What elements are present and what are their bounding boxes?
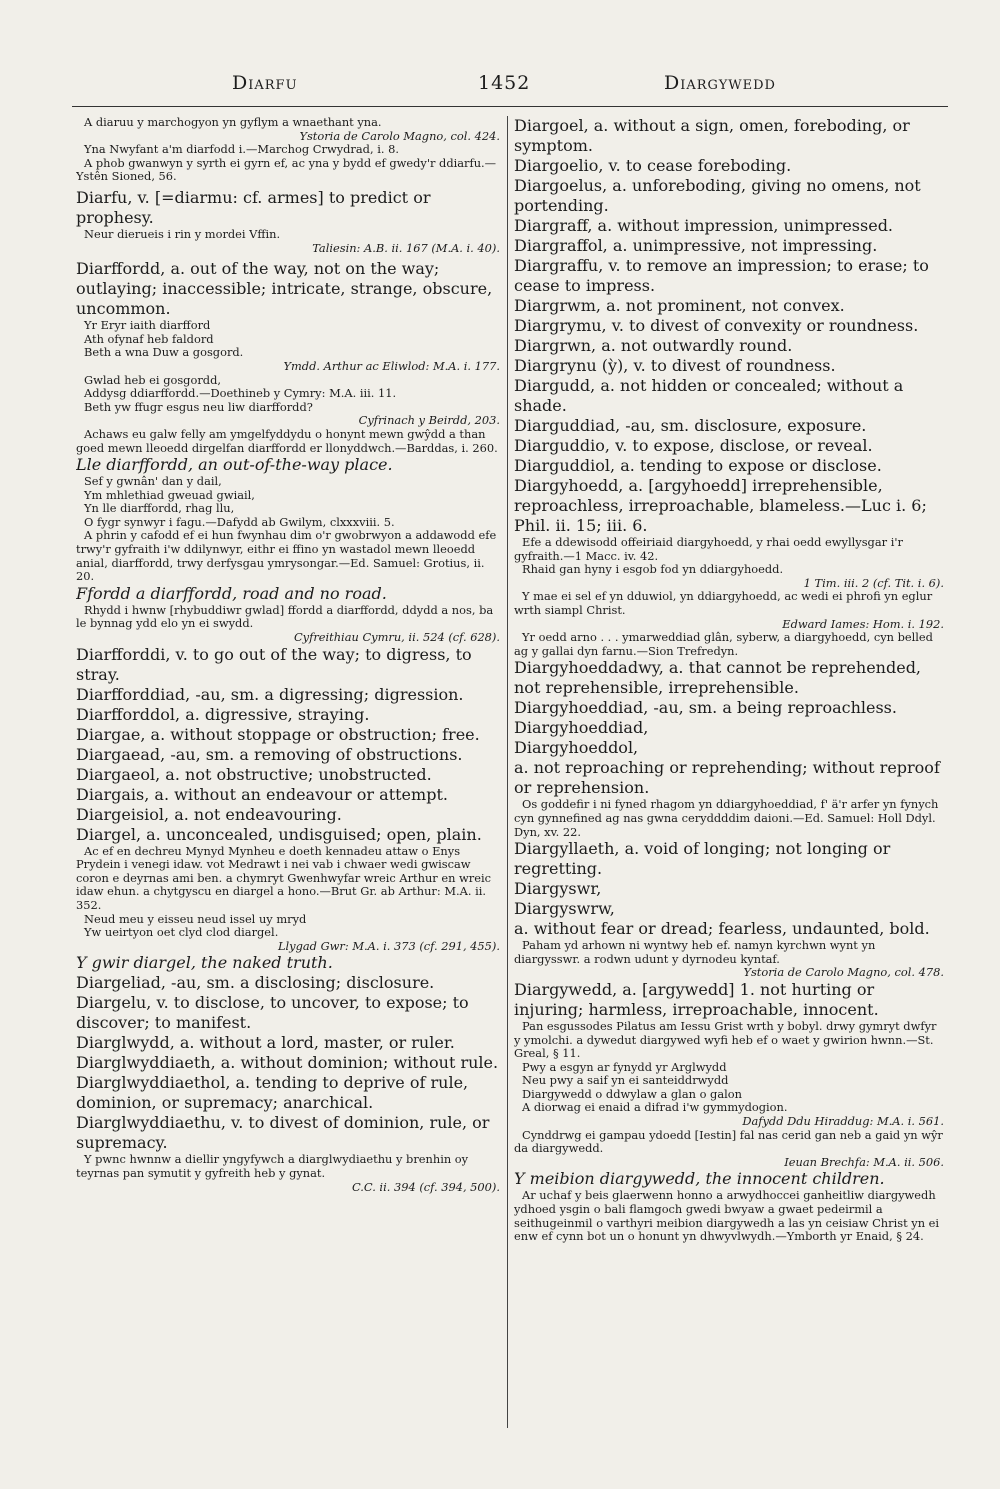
entry-diargeisiol: Diargeisiol, a. not endeavouring. xyxy=(76,804,342,824)
entry-diargrynu: Diargrynu (ỳ), v. to divest of roundness. xyxy=(514,356,836,375)
citation: Ystoria de Carolo Magno, col. 478. xyxy=(743,965,944,980)
quotation: Efe a ddewisodd offeiriaid diargyhoedd, y rhai oedd ewyllysgar i'r gyfraith.—1 Macc. iv. 42. xyxy=(514,535,903,563)
quotation: Rhaid gan hyny i esgob fod yn ddiargyhoedd. xyxy=(522,562,784,577)
entry-diarfforddi: Diarfforddi, v. to go out of the way; to digress, to stray. xyxy=(76,644,472,684)
entry-diargywedd: Diargywedd, a. [argywedd] 1. not hurting or injuring; harmless, irreproachable, innocent. xyxy=(514,979,879,1019)
entry-diargais: Diargais, a. without an endeavour or attempt. xyxy=(76,784,448,804)
phrase-y-gwir-diargel: Y gwir diargel, the naked truth. xyxy=(76,953,333,973)
quotation: Cynddrwg ei gampau ydoedd [Iestin] fal nas cerid gan neb a gaid yn wŷr da diargywedd. xyxy=(514,1127,943,1156)
entry-diarguddio: Diarguddio, v. to expose, disclose, or reveal. xyxy=(514,436,873,455)
citation: Cyfrinach y Beirdd, 203. xyxy=(358,413,500,428)
header-left-word: Diarfu xyxy=(232,72,298,94)
quotation: Ac ef en dechreu Mynyd Mynheu e doeth kennadeu attaw o Enys Prydein i venegi idaw. vot Medrawt i nei vab i chwaer wedi gwiscaw coron e deyrnas ami ben. a chymryt Gwenhwyfar wreic Arthur en wreic idaw ehun. a chytgyscu en diargel a hono.—Brut Gr. ab Arthur: M.A. ii. 352. xyxy=(76,843,492,912)
entry-diargrymu: Diargrymu, v. to divest of convexity or roundness. xyxy=(514,316,919,335)
header-right-word: Diargywedd xyxy=(664,72,776,94)
verse-line: Gwlad heb ei gosgordd, xyxy=(84,372,221,387)
quotation: Y pwnc hwnnw a diellir yngyfywch a diarglwydiaethu y brenhin oy teyrnas pan symutit y gyfreith heb y gynat. xyxy=(76,1152,469,1180)
verse-line: Yn lle diarffordd, rhag llu, xyxy=(84,501,235,516)
page-number: 1452 xyxy=(478,72,531,94)
verse-line: Neu pwy a saif yn ei santeiddrwydd xyxy=(522,1073,729,1088)
quotation: A phrin y cafodd ef ei hun fwynhau dim o'r gwobrwyon a addawodd efe trwy'r gyfraith i'w ddilynwyr, eithr ei ffino yn wastadol mewn lleoedd anial, diarffordd, trwy derfysgau ymrysongar.—Ed. Samuel: Grotius, ii. 20. xyxy=(76,528,497,584)
citation: Ieuan Brechfa: M.A. ii. 506. xyxy=(784,1154,944,1169)
entry-diargudd: Diargudd, a. not hidden or concealed; without a shade. xyxy=(514,376,904,415)
quotation: Neur dierueis i rin y mordei Vffin. xyxy=(84,226,281,241)
entry-diarguddiad: Diarguddiad, -au, sm. disclosure, exposure. xyxy=(514,416,867,435)
phrase-ffordd-a-diarffordd: Ffordd a diarffordd, road and no road. xyxy=(76,583,387,603)
quotation: Os goddefir i ni fyned rhagom yn ddiargyhoeddiad, f' ä'r arfer yn fynych cyn gynnefined ag nas gwna ceryddddim daioni.—Ed. Samuel: Holl Ddyl. Dyn, xv. 22. xyxy=(514,797,939,839)
entry-diarglwyddiaeth: Diarglwyddiaeth, a. without dominion; without rule. xyxy=(76,1053,499,1073)
entry-diargyhoeddiad: Diargyhoeddiad, -au, sm. a being reproachless. xyxy=(514,698,897,718)
phrase-y-meibion-diargywedd: Y meibion diargywedd, the innocent children. xyxy=(514,1169,885,1189)
entry-diargraff: Diargraff, a. without impression, unimpressed. xyxy=(514,216,894,235)
citation: Ymdd. Arthur ac Eliwlod: M.A. i. 177. xyxy=(283,358,500,373)
verse-line: Diargywedd o ddwylaw a glan o galon xyxy=(522,1086,742,1101)
quotation: Pan esgussodes Pilatus am Iessu Grist wrth y bobyl. drwy gymryt dwfyr y ymolchi. a dywedut diargywed wyfi heb ef o waet y gwirion hwnn.—St. Greal, § 11. xyxy=(514,1018,937,1061)
citation: 1 Tim. iii. 2 (cf. Tit. i. 6). xyxy=(803,575,944,590)
citation: Ystoria de Carolo Magno, col. 424. xyxy=(299,128,500,143)
entry-diarfforddiad: Diarfforddiad, -au, sm. a digressing; digression. xyxy=(76,684,464,704)
entry-diargyswr: Diargyswr, xyxy=(514,879,602,899)
entry-diarglwyddiaethol: Diarglwyddiaethol, a. tending to deprive of rule, dominion, or supremacy; anarchical. xyxy=(76,1073,469,1113)
entry-diarfforddol: Diarfforddol, a. digressive, straying. xyxy=(76,704,370,724)
quotation: Y mae ei sel ef yn dduwiol, yn ddiargyhoedd, ac wedi ei phrofi yn eglur wrth siampl Christ. xyxy=(514,589,933,617)
quotation: Beth yw ffugr esgus neu liw diarffordd? xyxy=(84,399,313,414)
entry-diargyswrw: Diargyswrw, xyxy=(514,899,615,919)
entry-diargelu: Diargelu, v. to disclose, to uncover, to expose; to discover; to manifest. xyxy=(76,993,469,1033)
citation: Edward Iames: Hom. i. 192. xyxy=(782,616,944,631)
entry-diarfu: Diarfu, v. [=diarmu: cf. armes] to predict or prophesy. xyxy=(76,187,431,227)
citation: Taliesin: A.B. ii. 167 (M.A. i. 40). xyxy=(312,240,500,255)
entry-diargyhoeddadwy: Diargyhoeddadwy, a. that cannot be reprehended, not reprehensible, irreprehensible. xyxy=(514,658,922,698)
entry-diargyswr-definition: a. without fear or dread; fearless, undaunted, bold. xyxy=(514,919,930,939)
verse-line: Beth a wna Duw a gosgord. xyxy=(84,345,244,360)
entry-diarguddiol: Diarguddiol, a. tending to expose or disclose. xyxy=(514,456,882,475)
entry-diargyhoeddol-definition: a. not reproaching or reprehending; without reproof or reprehension. xyxy=(514,758,940,798)
verse-line: O fygr synwyr i fagu.—Dafydd ab Gwilym, clxxxviii. 5. xyxy=(84,514,395,529)
entry-diargrwm: Diargrwm, a. not prominent, not convex. xyxy=(514,296,845,315)
entry-diargyhoeddiad-2: Diargyhoeddiad, xyxy=(514,718,649,738)
citation: Cyfreithiau Cymru, ii. 524 (cf. 628). xyxy=(293,630,500,645)
quotation: Yna Nwyfant a'm diarfodd i.—Marchog Crwydrad, i. 8. xyxy=(84,142,399,157)
entry-diarffordd: Diarffordd, a. out of the way, not on the way; outlaying; inaccessible; intricate, strange, obscure, uncommon. xyxy=(76,259,493,319)
entry-diargae: Diargae, a. without stoppage or obstruction; free. xyxy=(76,724,480,744)
citation: Dafydd Ddu Hiraddug: M.A. i. 561. xyxy=(742,1114,944,1129)
quotation: Rhydd i hwnw [rhybuddiwr gwlad] ffordd a diarffordd, ddydd a nos, ba le bynnag ydd elo yn ei swydd. xyxy=(76,602,494,631)
verse-line: Yr Eryr iaith diarfford xyxy=(84,318,211,333)
phrase-lle-diarffordd: Lle diarffordd, an out-of-the-way place. xyxy=(76,455,393,475)
entry-diargraffu: Diargraffu, v. to remove an impression; to erase; to cease to impress. xyxy=(514,256,929,295)
verse-line: Yw ueirtyon oet clyd clod diargel. xyxy=(84,925,279,940)
quotation: Paham yd arhown ni wyntwy heb ef. namyn kyrchwn wynt yn diargysswr. a rodwn udunt y dyrnodeu kyntaf. xyxy=(514,938,876,966)
verse-line: Addysg ddiarffordd.—Doethineb y Cymry: M.A. iii. 11. xyxy=(84,386,397,401)
verse-line: Pwy a esgyn ar fynydd yr Arglwydd xyxy=(522,1059,727,1074)
entry-diargeliad: Diargeliad, -au, sm. a disclosing; disclosure. xyxy=(76,973,435,993)
quotation: Achaws eu galw felly am ymgelfyddydu o honynt mewn gwŷdd a than goed mewn lleoedd dirgelfan diarffordd er llonyddwch.—Barddas, i. 260. xyxy=(76,426,498,455)
citation: Llygad Gwr: M.A. i. 373 (cf. 291, 455). xyxy=(277,938,500,953)
entry-diargoelio: Diargoelio, v. to cease foreboding. xyxy=(514,156,792,175)
verse-line: Neud meu y eisseu neud issel uy mryd xyxy=(84,911,307,926)
entry-diargraffol: Diargraffol, a. unimpressive, not impressing. xyxy=(514,236,878,255)
verse-line: Ath ofynaf heb faldord xyxy=(84,331,214,346)
entry-diargyllaeth: Diargyllaeth, a. void of longing; not longing or regretting. xyxy=(514,839,891,879)
entry-diargoelus: Diargoelus, a. unforeboding, giving no omens, not portending. xyxy=(514,176,921,215)
entry-diargrwn: Diargrwn, a. not outwardly round. xyxy=(514,336,793,355)
entry-diargyhoeddol: Diargyhoeddol, xyxy=(514,738,639,758)
entry-diargaead: Diargaead, -au, sm. a removing of obstructions. xyxy=(76,744,463,764)
entry-diarglwydd: Diarglwydd, a. without a lord, master, or ruler. xyxy=(76,1033,455,1053)
quotation: A phob gwanwyn y syrth ei gyrn ef, ac yna y bydd ef gwedy'r ddiarfu.—Ystên Sioned, 56. xyxy=(76,155,497,184)
running-header xyxy=(0,72,1000,102)
quotation: Ar uchaf y beis glaerwenn honno a arwydhoccei ganheitliw diargywedh ydhoed ysgin o bali flamgoch gwedi bwyaw a gwaet pedeirmil a seithugeinmil o varthyri meibion diargywedh a las yn ceisiaw Christ yn ei enw ef cynn bot un o honunt yn dhwyvlwydh.—Ymborth yr Enaid, § 24. xyxy=(514,1188,940,1244)
citation: C.C. ii. 394 (cf. 394, 500). xyxy=(351,1179,500,1194)
quotation: A diaruu y marchogyon yn gyflym a wnaethant yna. xyxy=(84,116,382,129)
entry-diargel: Diargel, a. unconcealed, undisguised; open, plain. xyxy=(76,824,482,844)
entry-diargaeol: Diargaeol, a. not obstructive; unobstructed. xyxy=(76,764,432,784)
left-column xyxy=(76,116,500,1194)
entry-diargyhoedd: Diargyhoedd, a. [argyhoedd] irreprehensible, reproachless, irreproachable, blameless.—Luc i. 6; Phil. ii. 15; iii. 6. xyxy=(514,476,927,535)
verse-line: Sef y gwnân' dan y dail, xyxy=(84,474,222,489)
entry-diarglwyddiaethu: Diarglwyddiaethu, v. to divest of dominion, rule, or supremacy. xyxy=(76,1113,490,1153)
entry-diargoel: Diargoel, a. without a sign, omen, foreboding, or symptom. xyxy=(514,116,910,155)
quotation: Yr oedd arno . . . ymarweddiad glân, syberw, a diargyhoedd, cyn belled ag y gallai dyn farnu.—Sion Trefredyn. xyxy=(514,630,933,658)
verse-line: A diorwag ei enaid a difrad i'w gymmydogion. xyxy=(522,1100,788,1115)
verse-line: Ym mhlethiad gweuad gwiail, xyxy=(84,487,255,502)
right-column xyxy=(514,116,944,1244)
column-divider xyxy=(507,116,508,1428)
header-rule xyxy=(72,106,948,107)
